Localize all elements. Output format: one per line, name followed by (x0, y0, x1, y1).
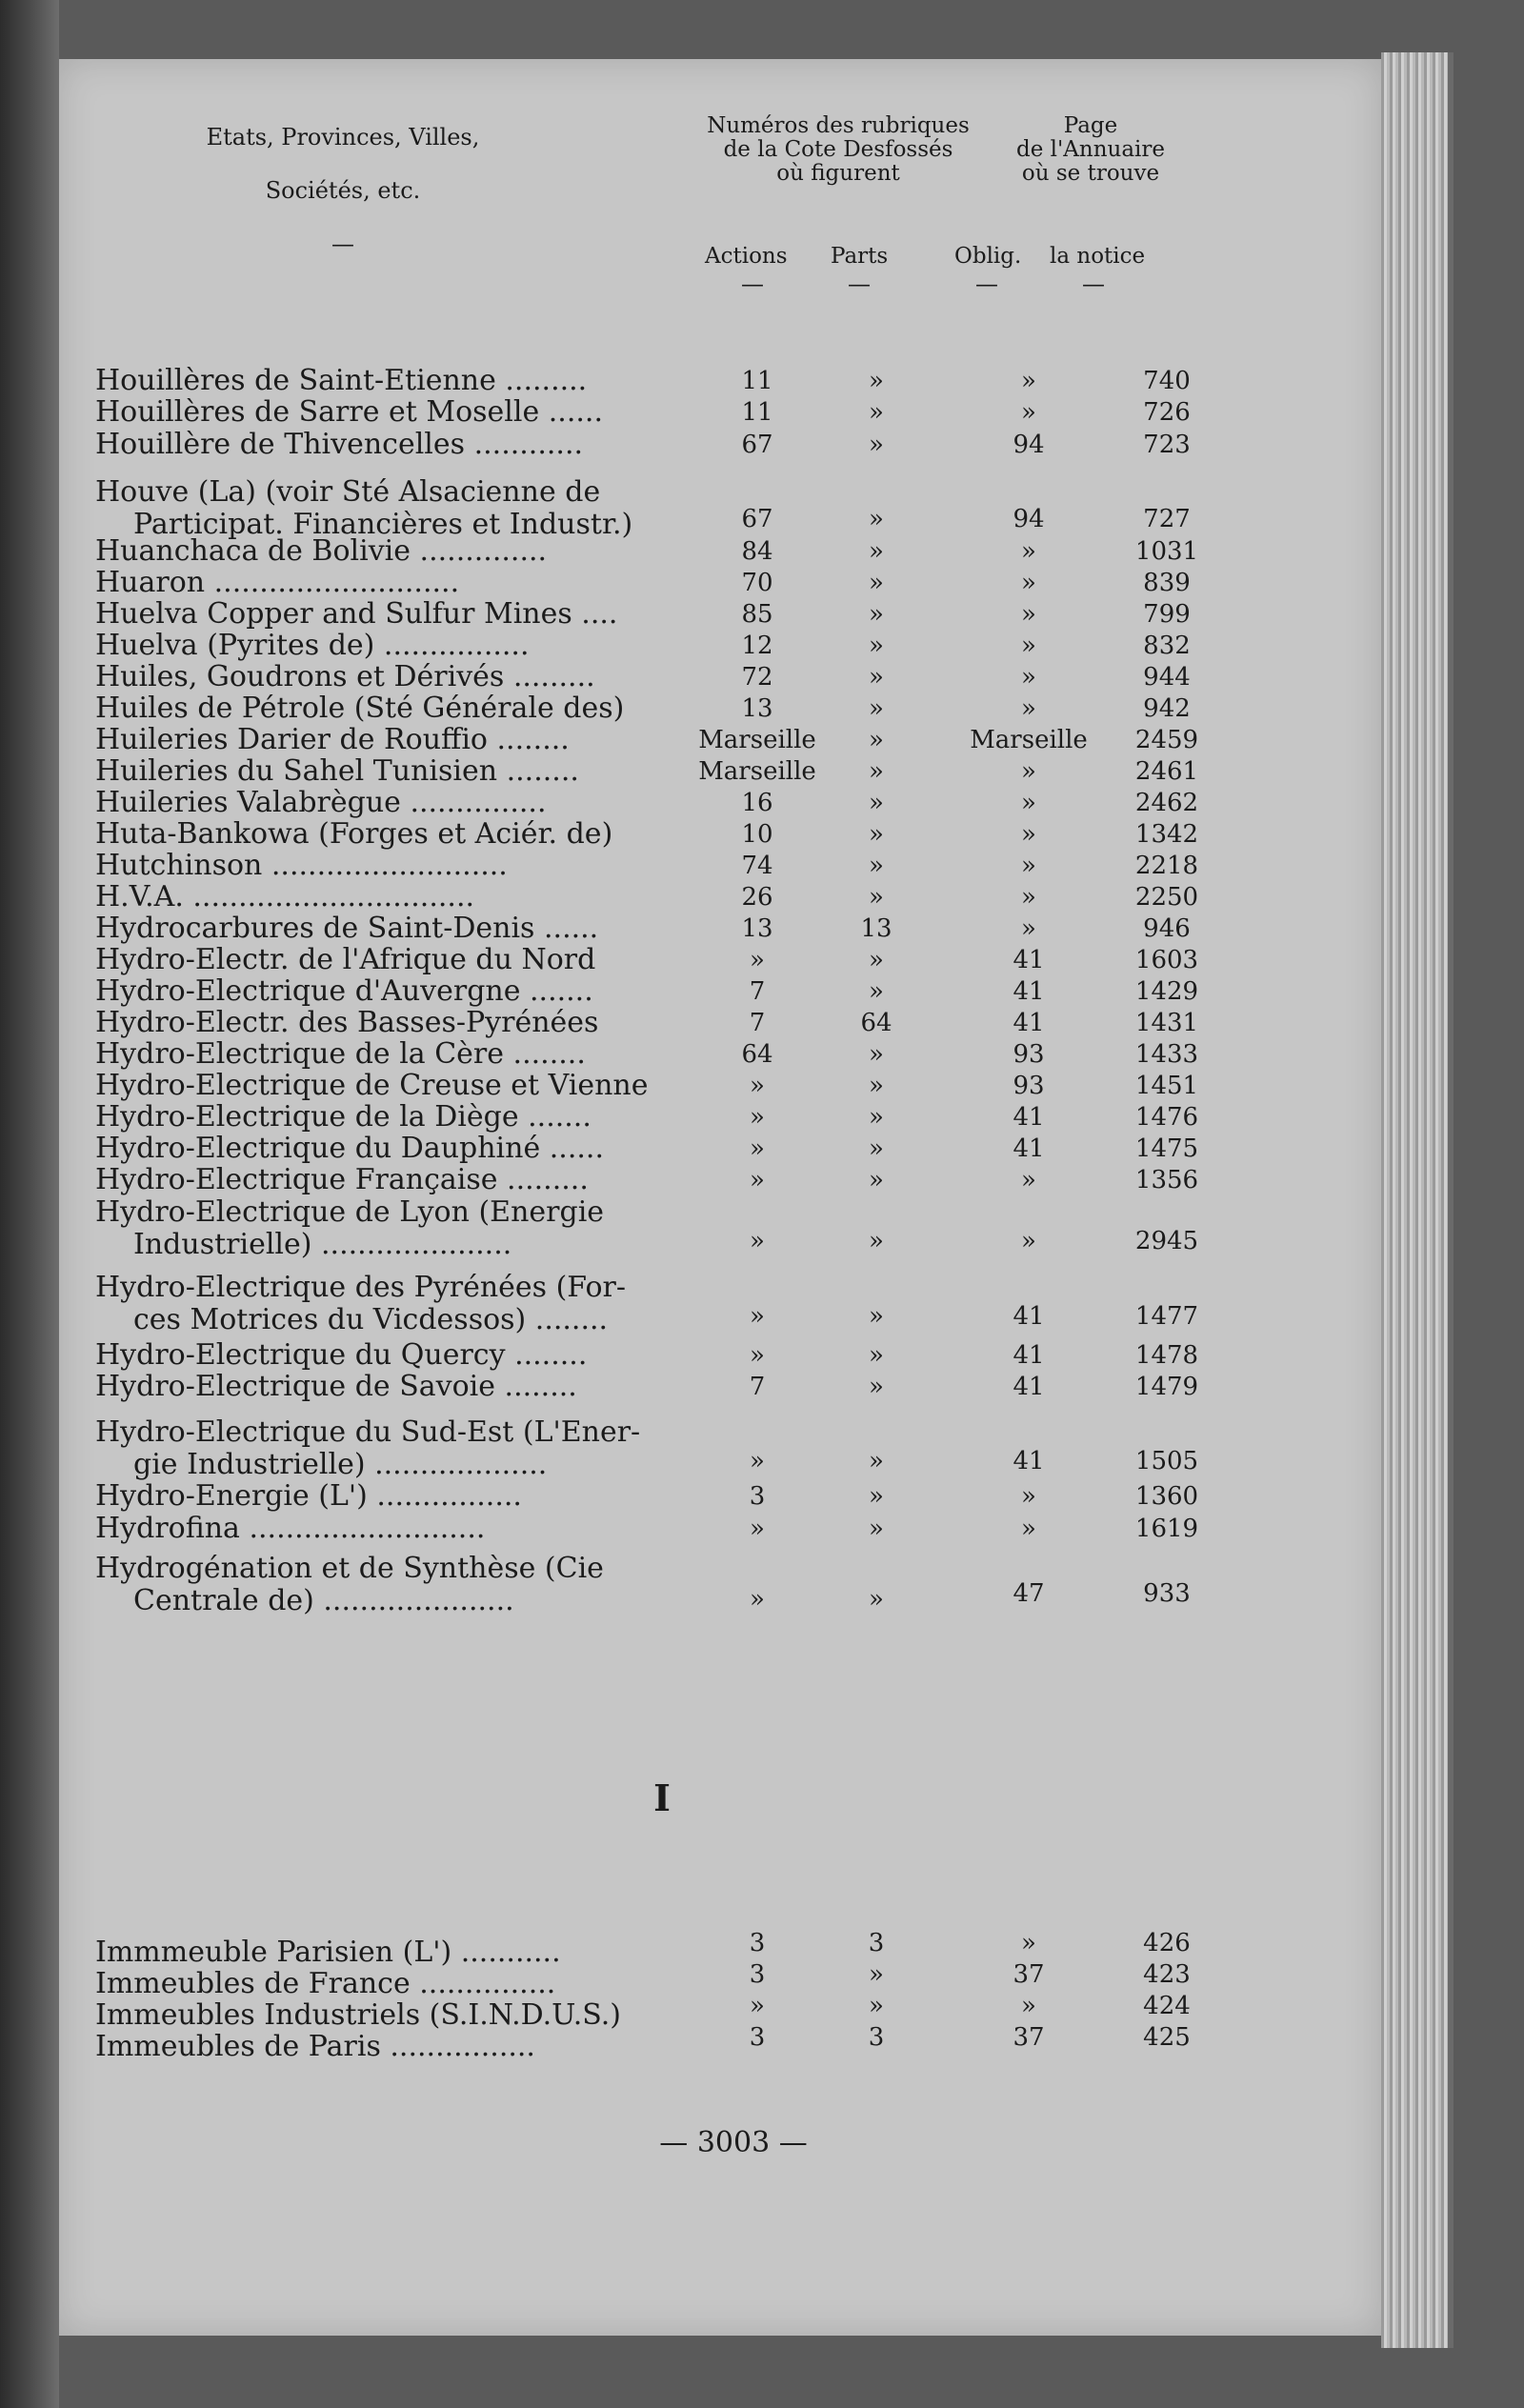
entry-name: Houillère de Thivencelles ............ (95, 428, 584, 461)
entry-page: 1031 (1134, 537, 1199, 566)
entry-page: 423 (1143, 1960, 1191, 1989)
entry-parts: » (869, 1302, 884, 1331)
section-letter: I (653, 1776, 671, 1819)
entry-page: 727 (1143, 505, 1191, 533)
entry-page: 2250 (1134, 883, 1199, 912)
entry-actions: » (750, 1166, 765, 1194)
entry-parts: » (869, 789, 884, 817)
entry-oblig: » (1021, 914, 1036, 943)
entry-actions: 74 (741, 852, 773, 880)
entry-name: Huta-Bankowa (Forges et Aciér. de) (95, 817, 613, 851)
header-right-line2: de l'Annuaire (1015, 137, 1166, 162)
entry-actions: » (750, 1103, 765, 1132)
header-right-line1: Page (1063, 113, 1118, 138)
entry-name-continuation: gie Industrielle) ................... (133, 1448, 548, 1481)
entry-parts: » (869, 1166, 884, 1194)
entry-actions: » (750, 1341, 765, 1370)
entry-parts: » (869, 367, 884, 395)
entry-oblig: » (1021, 1929, 1036, 1957)
entry-oblig: Marseille (970, 726, 1088, 754)
entry-parts: » (869, 820, 884, 849)
entry-page: 942 (1143, 694, 1191, 723)
entry-oblig: » (1021, 757, 1036, 786)
entry-page: 1431 (1134, 1009, 1199, 1037)
entry-page: 1603 (1134, 946, 1199, 974)
entry-name: Huiles, Goudrons et Dérivés ......... (95, 660, 595, 693)
entry-name: Hydro-Electr. des Basses-Pyrénées (95, 1006, 599, 1039)
column-dash-notice: — (1082, 271, 1105, 297)
entry-oblig: » (1021, 789, 1036, 817)
entry-parts: » (869, 1103, 884, 1132)
column-header-parts: Parts (831, 244, 889, 269)
entry-actions: » (750, 946, 765, 974)
entry-page: 799 (1143, 600, 1191, 629)
entry-oblig: 41 (1013, 1341, 1045, 1370)
entry-actions: 70 (741, 569, 773, 597)
entry-page: 2218 (1134, 852, 1199, 880)
column-dash-parts: — (848, 271, 871, 297)
entry-actions: 7 (749, 977, 766, 1006)
entry-actions: 72 (741, 663, 773, 692)
entry-parts: » (869, 1227, 884, 1255)
entry-name: Huanchaca de Bolivie .............. (95, 534, 548, 568)
entry-parts: 3 (868, 1929, 885, 1957)
entry-name: Huaron ........................... (95, 566, 460, 599)
entry-actions: 11 (741, 367, 773, 395)
entry-parts: » (869, 569, 884, 597)
entry-page: 1478 (1134, 1341, 1199, 1370)
entry-name: Houve (La) (voir Sté Alsacienne de (95, 475, 601, 509)
entry-oblig: 41 (1013, 1134, 1045, 1163)
entry-parts: » (869, 632, 884, 660)
entry-page: 1429 (1134, 977, 1199, 1006)
entry-name: Hydrogénation et de Synthèse (Cie (95, 1552, 604, 1585)
entry-page: 2459 (1134, 726, 1199, 754)
entry-name: Immmeuble Parisien (L') ........... (95, 1936, 561, 1969)
entry-oblig: » (1021, 663, 1036, 692)
entry-actions: 13 (741, 694, 773, 723)
entry-name: Hydro-Electrique de Creuse et Vienne (95, 1069, 649, 1102)
entry-name: Huelva Copper and Sulfur Mines .... (95, 597, 618, 631)
entry-oblig: » (1021, 398, 1036, 427)
entry-oblig: » (1021, 537, 1036, 566)
header-right-line3: où se trouve (1021, 161, 1160, 186)
entry-actions: Marseille (698, 726, 816, 754)
entry-name: Immeubles Industriels (S.I.N.D.U.S.) (95, 1998, 621, 2032)
entry-oblig: 41 (1013, 1302, 1045, 1331)
entry-page: 839 (1143, 569, 1191, 597)
entry-name: Hutchinson .......................... (95, 849, 508, 882)
entry-name: Huileries Valabrègue ............... (95, 786, 547, 819)
entry-actions: 26 (741, 883, 773, 912)
entry-oblig: » (1021, 1166, 1036, 1194)
entry-name: Hydro-Electr. de l'Afrique du Nord (95, 943, 596, 976)
entry-actions: 67 (741, 505, 773, 533)
entry-name: Immeubles de France ............... (95, 1967, 556, 2000)
entry-page: 1619 (1134, 1515, 1199, 1543)
entry-parts: » (869, 1072, 884, 1100)
entry-actions: » (750, 1515, 765, 1543)
entry-parts: » (869, 726, 884, 754)
entry-actions: 67 (741, 431, 773, 459)
entry-parts: » (869, 1341, 884, 1370)
entry-page: 1477 (1134, 1302, 1199, 1331)
column-header-oblig: Oblig. (954, 244, 1022, 269)
entry-oblig: 94 (1013, 431, 1045, 459)
entry-page: 740 (1143, 367, 1191, 395)
entry-actions: 12 (741, 632, 773, 660)
entry-page: 425 (1143, 2023, 1191, 2052)
entry-parts: » (869, 757, 884, 786)
entry-parts: » (869, 1585, 884, 1614)
entry-page: 1451 (1134, 1072, 1199, 1100)
entry-actions: 16 (741, 789, 773, 817)
entry-oblig: 41 (1013, 977, 1045, 1006)
entry-parts: » (869, 431, 884, 459)
entry-name-continuation: Participat. Financières et Industr.) (133, 508, 633, 541)
header-mid-line1: Numéros des rubriques (707, 113, 970, 138)
entry-name-continuation: Centrale de) ..................... (133, 1584, 514, 1617)
entry-actions: 3 (749, 1929, 766, 1957)
entry-actions: 11 (741, 398, 773, 427)
entry-name-continuation: Industrielle) ..................... (133, 1228, 512, 1261)
entry-name: Immeubles de Paris ................ (95, 2030, 535, 2063)
entry-parts: » (869, 1040, 884, 1069)
entry-actions: » (750, 1302, 765, 1331)
entry-oblig: 37 (1013, 2023, 1045, 2052)
entry-oblig: 47 (1013, 1579, 1045, 1608)
entry-page: 832 (1143, 632, 1191, 660)
entry-name: Houillères de Sarre et Moselle ...... (95, 395, 603, 429)
entry-page: 1356 (1134, 1166, 1199, 1194)
entry-oblig: » (1021, 569, 1036, 597)
entry-parts: » (869, 1515, 884, 1543)
entry-actions: » (750, 1585, 765, 1614)
entry-parts: » (869, 694, 884, 723)
entry-oblig: » (1021, 883, 1036, 912)
entry-page: 933 (1143, 1579, 1191, 1608)
entry-name: Hydro-Electrique de la Diège ....... (95, 1100, 592, 1134)
entry-parts: » (869, 852, 884, 880)
entry-actions: 13 (741, 914, 773, 943)
page-number: — 3003 — (659, 2126, 808, 2159)
entry-page: 1342 (1134, 820, 1199, 849)
entry-oblig: » (1021, 367, 1036, 395)
entry-name: Hydro-Energie (L') ................ (95, 1479, 522, 1513)
entry-name: Hydro-Electrique du Quercy ........ (95, 1338, 588, 1372)
entry-name: Houillères de Saint-Etienne ......... (95, 364, 588, 397)
entry-name: Huelva (Pyrites de) ................ (95, 629, 530, 662)
entry-page: 1433 (1134, 1040, 1199, 1069)
entry-oblig: 37 (1013, 1960, 1045, 1989)
entry-parts: » (869, 505, 884, 533)
header-left-line2: Sociétés, etc. (265, 177, 421, 204)
entry-page: 2462 (1134, 789, 1199, 817)
entry-page: 2461 (1134, 757, 1199, 786)
entry-actions: » (750, 1134, 765, 1163)
entry-parts: » (869, 1992, 884, 2020)
entry-page: 723 (1143, 431, 1191, 459)
entry-oblig: » (1021, 1992, 1036, 2020)
entry-actions: 7 (749, 1373, 766, 1401)
entry-page: 2945 (1134, 1227, 1199, 1255)
entry-oblig: 41 (1013, 946, 1045, 974)
column-header-notice: la notice (1050, 244, 1146, 269)
entry-parts: 13 (860, 914, 892, 943)
entry-parts: » (869, 1482, 884, 1511)
entry-oblig: » (1021, 1515, 1036, 1543)
entry-page: 426 (1143, 1929, 1191, 1957)
column-header-actions: Actions (705, 244, 788, 269)
entry-name: Hydro-Electrique du Dauphiné ...... (95, 1132, 604, 1165)
column-dash-oblig: — (975, 271, 998, 297)
header-mid-line2: de la Cote Desfossés (723, 137, 953, 162)
entry-page: 946 (1143, 914, 1191, 943)
entry-actions: 84 (741, 537, 773, 566)
entry-page: 1476 (1134, 1103, 1199, 1132)
entry-oblig: 93 (1013, 1040, 1045, 1069)
entry-actions: 7 (749, 1009, 766, 1037)
entry-name: Hydrocarbures de Saint-Denis ...... (95, 912, 599, 945)
entry-name: Huileries Darier de Rouffio ........ (95, 723, 570, 756)
entry-page: 1360 (1134, 1482, 1199, 1511)
entry-oblig: » (1021, 820, 1036, 849)
entry-parts: » (869, 1134, 884, 1163)
header-mid-line3: où figurent (776, 161, 900, 186)
entry-actions: 3 (749, 1482, 766, 1511)
entry-actions: » (750, 1992, 765, 2020)
entry-name-continuation: ces Motrices du Vicdessos) ........ (133, 1303, 609, 1336)
entry-name: Huileries du Sahel Tunisien ........ (95, 754, 579, 788)
entry-page: 944 (1143, 663, 1191, 692)
entry-actions: 85 (741, 600, 773, 629)
entry-parts: 64 (860, 1009, 892, 1037)
entry-parts: » (869, 537, 884, 566)
entry-oblig: 41 (1013, 1103, 1045, 1132)
entry-name: Hydro-Electrique des Pyrénées (For- (95, 1271, 627, 1304)
entry-actions: 64 (741, 1040, 773, 1069)
entry-oblig: 94 (1013, 505, 1045, 533)
entry-actions: 10 (741, 820, 773, 849)
entry-parts: » (869, 1447, 884, 1475)
entry-parts: » (869, 663, 884, 692)
entry-oblig: 93 (1013, 1072, 1045, 1100)
entry-name: Hydro-Electrique de Lyon (Energie (95, 1195, 605, 1229)
entry-page: 1475 (1134, 1134, 1199, 1163)
entry-parts: » (869, 1373, 884, 1401)
entry-oblig: 41 (1013, 1009, 1045, 1037)
entry-name: Hydro-Electrique de la Cère ........ (95, 1037, 586, 1071)
entry-parts: 3 (868, 2023, 885, 2052)
entry-parts: » (869, 600, 884, 629)
entry-oblig: » (1021, 694, 1036, 723)
entry-oblig: » (1021, 1227, 1036, 1255)
entry-name: Huiles de Pétrole (Sté Générale des) (95, 692, 625, 725)
entry-actions: 3 (749, 2023, 766, 2052)
entry-parts: » (869, 1960, 884, 1989)
entry-parts: » (869, 946, 884, 974)
entry-parts: » (869, 883, 884, 912)
entry-oblig: 41 (1013, 1373, 1045, 1401)
entry-page: 1479 (1134, 1373, 1199, 1401)
entry-oblig: » (1021, 632, 1036, 660)
entry-page: 1505 (1134, 1447, 1199, 1475)
column-dash-actions: — (741, 271, 764, 297)
header-left-line1: Etats, Provinces, Villes, (206, 124, 480, 150)
entry-name: Hydro-Electrique du Sud-Est (L'Ener- (95, 1415, 641, 1449)
entry-oblig: » (1021, 1482, 1036, 1511)
entry-oblig: 41 (1013, 1447, 1045, 1475)
entry-parts: » (869, 977, 884, 1006)
entry-actions: Marseille (698, 757, 816, 786)
entry-name: Hydro-Electrique d'Auvergne ....... (95, 974, 593, 1008)
entry-name: Hydrofina .......................... (95, 1512, 486, 1545)
entry-actions: » (750, 1227, 765, 1255)
entry-actions: » (750, 1072, 765, 1100)
entry-oblig: » (1021, 600, 1036, 629)
entry-page: 726 (1143, 398, 1191, 427)
entry-actions: 3 (749, 1960, 766, 1989)
entry-oblig: » (1021, 852, 1036, 880)
entry-name: H.V.A. ............................... (95, 880, 475, 913)
entry-actions: » (750, 1447, 765, 1475)
entry-page: 424 (1143, 1992, 1191, 2020)
entry-name: Hydro-Electrique de Savoie ........ (95, 1370, 577, 1403)
entry-parts: » (869, 398, 884, 427)
entry-name: Hydro-Electrique Française ......... (95, 1163, 589, 1196)
header-left-dash: — (331, 231, 354, 257)
